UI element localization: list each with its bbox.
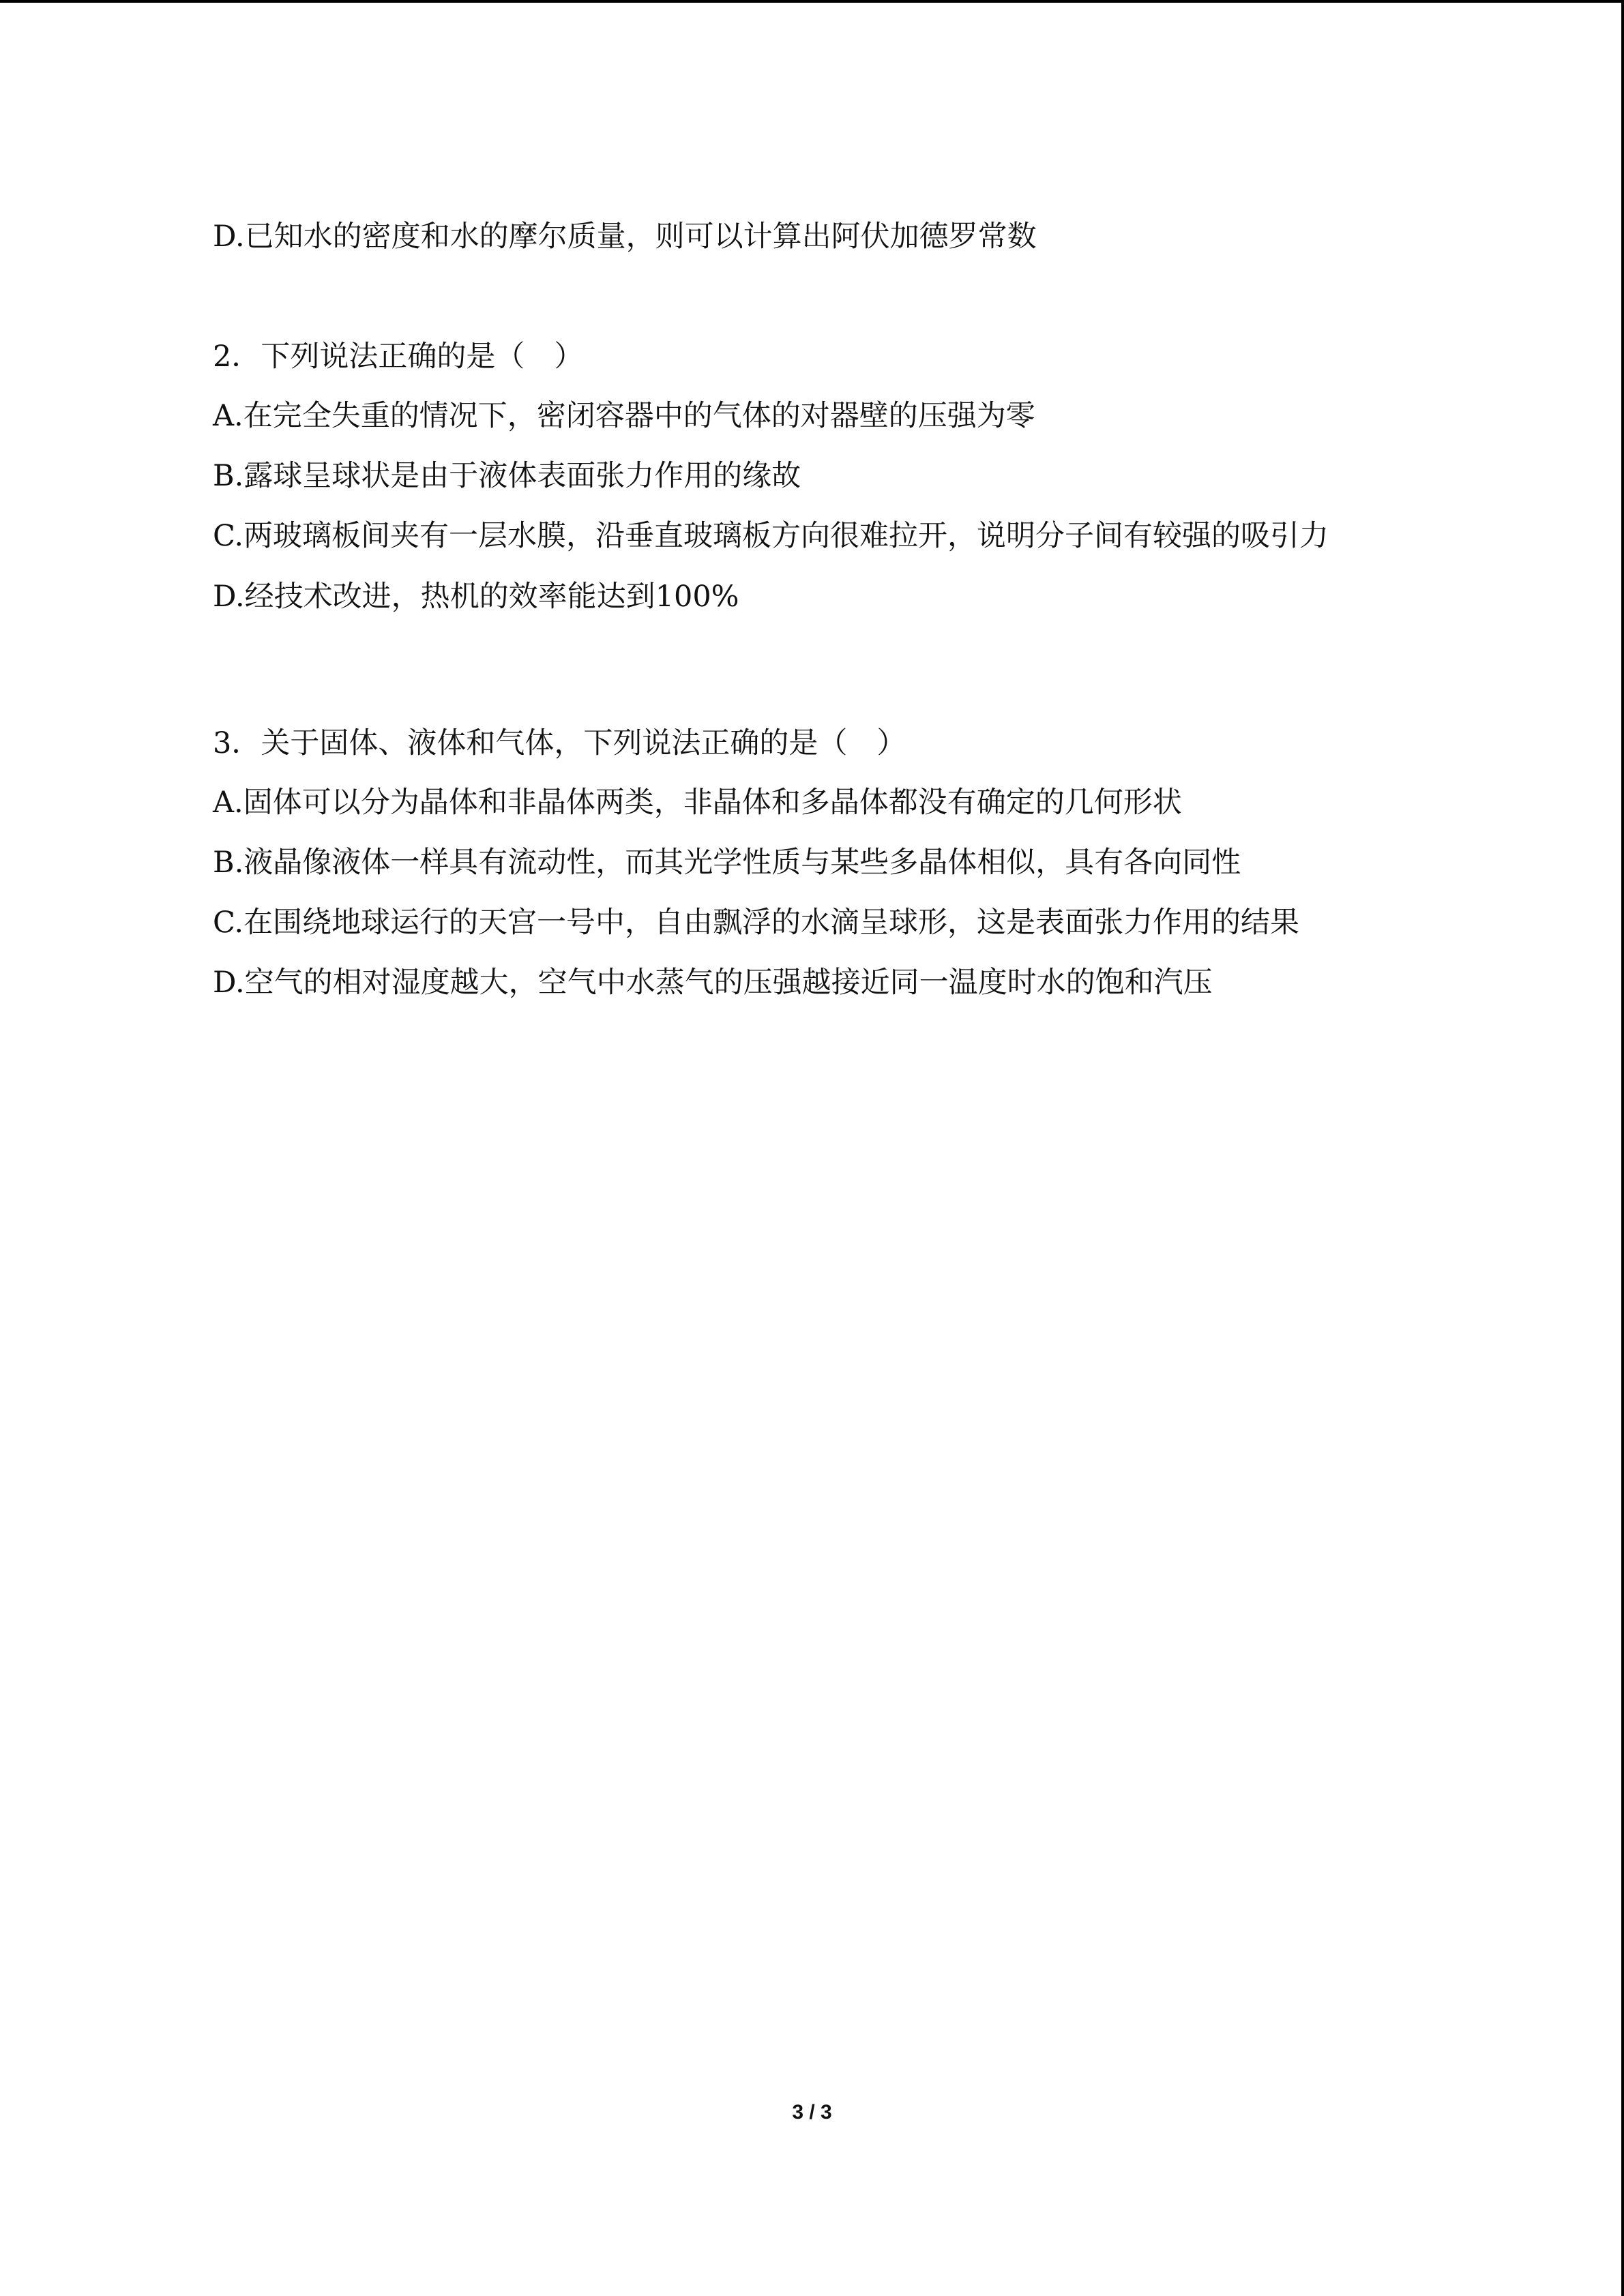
right-border [1621,0,1624,2296]
question-2-option-b: B.露球呈球状是由于液体表面张力作用的缘故 [213,459,801,493]
question-3-option-b: B.液晶像液体一样具有流动性，而其光学性质与某些多晶体相似，具有各向同性 [213,846,1241,880]
question-3-option-d: D.空气的相对湿度越大，空气中水蒸气的压强越接近同一温度时水的饱和汽压 [213,966,1213,1000]
question-2-option-d: D.经技术改进，热机的效率能达到100% [213,580,739,614]
question-2-stem: 2．下列说法正确的是（ ） [213,340,584,374]
top-border [0,0,1624,3]
question-2-option-a: A.在完全失重的情况下，密闭容器中的气体的对器壁的压强为零 [213,399,1035,433]
question-2-option-c: C.两玻璃板间夹有一层水膜，沿垂直玻璃板方向很难拉开，说明分子间有较强的吸引力 [213,519,1329,553]
page-number: 3 / 3 [792,2101,832,2123]
question-3-option-c: C.在围绕地球运行的天宫一号中，自由飘浮的水滴呈球形，这是表面张力作用的结果 [213,906,1300,940]
question-1-option-d: D.已知水的密度和水的摩尔质量，则可以计算出阿伏加德罗常数 [213,220,1037,254]
question-3-stem: 3．关于固体、液体和气体，下列说法正确的是（ ） [213,726,906,760]
question-3-option-a: A.固体可以分为晶体和非晶体两类，非晶体和多晶体都没有确定的几何形状 [213,786,1182,820]
